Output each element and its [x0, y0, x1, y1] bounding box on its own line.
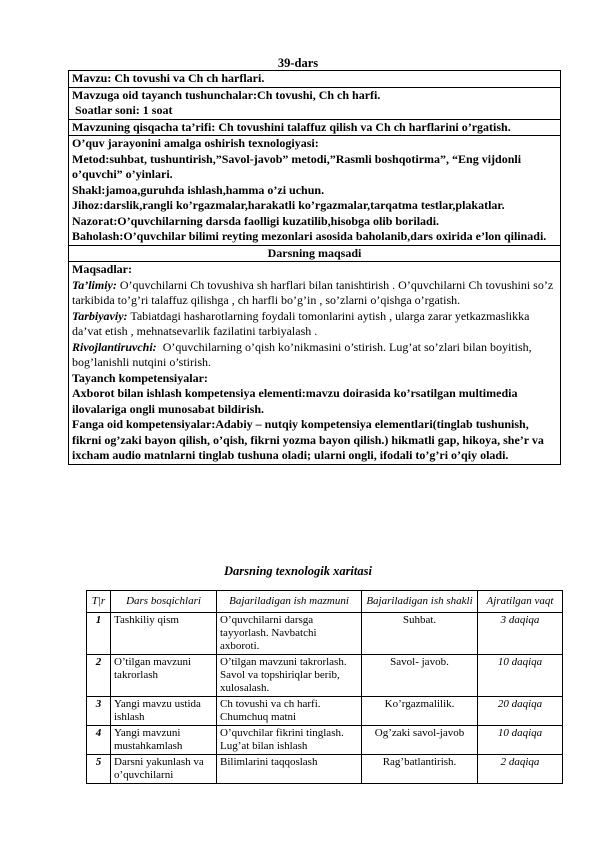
col-header-shakl: Bajariladigan ish shakli: [362, 591, 478, 613]
talimiy-label: Ta’limiy:: [72, 277, 117, 292]
col-header-bosqich: Dars bosqichlari: [111, 591, 217, 613]
talimiy-text: O’quvchilarni Ch tovushiva sh harflari bilan tanishtirish . O’quvchilarni Ch tovushini so’z tarkibida to’g’ri talaffuz qilishga , ch harfli bo’g’in , so’zlarni o’qishga o’rgatish.: [72, 277, 554, 307]
technological-map-table: [86, 590, 563, 784]
mavzu-cell: Mavzu: Ch tovushi va Ch ch harflari.: [69, 71, 561, 88]
row-vaqt: 20 daqiqa: [478, 697, 563, 726]
row-mazmun: O’quvchilar fikrini tinglash. Lug’at bilan ishlash: [217, 726, 362, 755]
jihoz-line: Jihoz:darslik,rangli ko’rgazmalar,harakatli ko’rgazmalar,tarqatma testlar,plakatlar.: [72, 198, 505, 212]
row-shakl: Suhbat.: [362, 613, 478, 655]
col-header-vaqt: Ajratilgan vaqt: [478, 591, 563, 613]
shakl-line: Shakl:jamoa,guruhda ishlash,hamma o’zi uchun.: [72, 182, 325, 197]
row-shakl: Og’zaki savol-javob: [362, 726, 478, 755]
xarita-title: Darsning texnologik xaritasi: [224, 564, 372, 578]
row-bosqich: Yangi mavzuni mustahkamlash: [111, 726, 217, 755]
tushunchalar-cell: [69, 87, 561, 119]
qisqacha-cell: Mavzuning qisqacha ta’rifi: Ch tovushini talaffuz qilish va Ch ch harflarini o’rgatish.: [69, 119, 561, 136]
fanga-oid-paragraph: Fanga oid kompetensiyalar:Adabiy – nutqiy kompetensiya elementlari(tinglab tushunish, fikrni og’zaki bayon qilish, o’qish, fikrni yozma bayon qilish.) hikmatli gap, hikoya, she’r va ixcham audio matnlarni tinglab tushuna oladi; ularni ongli, ifodali to’g’ri o’qiy oladi.: [72, 417, 544, 462]
row-mazmun: O’quvchilarni darsga tayyorlash. Navbatchi axboroti.: [217, 613, 362, 655]
row-num: 3: [87, 697, 111, 726]
soatlar-line: Soatlar soni: 1 soat: [72, 103, 173, 117]
tayanch-label: Tayanch kompetensiyalar:: [72, 370, 208, 385]
row-bosqich: O’tilgan mavzuni takrorlash: [111, 655, 217, 697]
table-row: [87, 755, 563, 784]
row-mazmun: O’tilgan mavzuni takrorlash. Savol va topshiriqlar berib, xulosalash.: [217, 655, 362, 697]
table-header-row: [87, 591, 563, 613]
row-shakl: Savol- javob.: [362, 655, 478, 697]
row-num: 1: [87, 613, 111, 655]
tushunchalar-line: Mavzuga oid tayanch tushunchalar:Ch tovushi, Ch ch harfi.: [72, 87, 381, 102]
col-header-num: T|r: [87, 591, 111, 613]
row-num: 2: [87, 655, 111, 697]
texnologiya-cell: [69, 136, 561, 246]
baholash-line: Baholash:O’quvchilar bilimi reyting mezonlari asosida baholanib,dars oxirida e’lon qilinadi.: [72, 229, 547, 243]
row-shakl: Rag’batlantirish.: [362, 755, 478, 784]
row-mazmun: Ch tovushi va ch harfi. Chumchuq matni: [217, 697, 362, 726]
nazorat-line: Nazorat:O’quvchilarning darsda faolligi kuzatilib,hisobga olib boriladi.: [72, 213, 440, 228]
col-header-mazmun: Bajariladigan ish mazmuni: [217, 591, 362, 613]
row-vaqt: 10 daqiqa: [478, 655, 563, 697]
row-vaqt: 2 daqiqa: [478, 755, 563, 784]
row-num: 5: [87, 755, 111, 784]
texnologiya-heading: O’quv jarayonini amalga oshirish texnologiyasi:: [72, 136, 319, 150]
maqsadlar-cell: [69, 262, 561, 465]
row-mazmun: Bilimlarini taqqoslash: [217, 755, 362, 784]
tarbiyaviy-paragraph: [72, 309, 557, 340]
rivojlantiruvchi-paragraph: [72, 340, 557, 371]
row-bosqich: Darsni yakunlash va o’quvchilarni: [111, 755, 217, 784]
table-row: [87, 613, 563, 655]
maqsad-header-cell: Darsning maqsadi: [69, 245, 561, 262]
row-bosqich: Yangi mavzu ustida ishlash: [111, 697, 217, 726]
rivojlantiruvchi-text: O’quvchilarning o’qish ko’nikmasini o’stirish. Lug’at so’zlari bilan boyitish, bog’lanishli nutqini o’stirish.: [72, 339, 535, 369]
page-title: 39-dars: [277, 56, 319, 70]
lesson-plan-table: [68, 70, 561, 465]
table-row: [87, 697, 563, 726]
tarbiyaviy-label: Tarbiyaviy:: [72, 308, 128, 323]
metod-line: Metod:suhbat, tushuntirish,”Savol-javob” metodi,”Rasmli boshqotirma”, “Eng vijdonli o’quvchi” o’yinlari.: [72, 151, 522, 181]
row-vaqt: 3 daqiqa: [478, 613, 563, 655]
maqsadlar-label: Maqsadlar:: [72, 262, 132, 276]
table-row: [87, 726, 563, 755]
rivojlantiruvchi-label: Rivojlantiruvchi:: [72, 339, 157, 354]
row-shakl: Ko’rgazmalilik.: [362, 697, 478, 726]
axborot-paragraph: Axborot bilan ishlash kompetensiya elementi:mavzu doirasida ko’rsatilgan multimedia ilovalariga ongli munosabat bildirish.: [72, 386, 518, 416]
row-vaqt: 10 daqiqa: [478, 726, 563, 755]
table-row: [87, 655, 563, 697]
row-bosqich: Tashkiliy qism: [111, 613, 217, 655]
talimiy-paragraph: [72, 278, 557, 309]
row-num: 4: [87, 726, 111, 755]
tarbiyaviy-text: Tabiatdagi hasharotlarning foydali tomonlarini aytish , ularga zarar yetkazmaslikka da’vat etish , mehnatsevarlik fazilatini tarbiyalash .: [72, 308, 530, 338]
